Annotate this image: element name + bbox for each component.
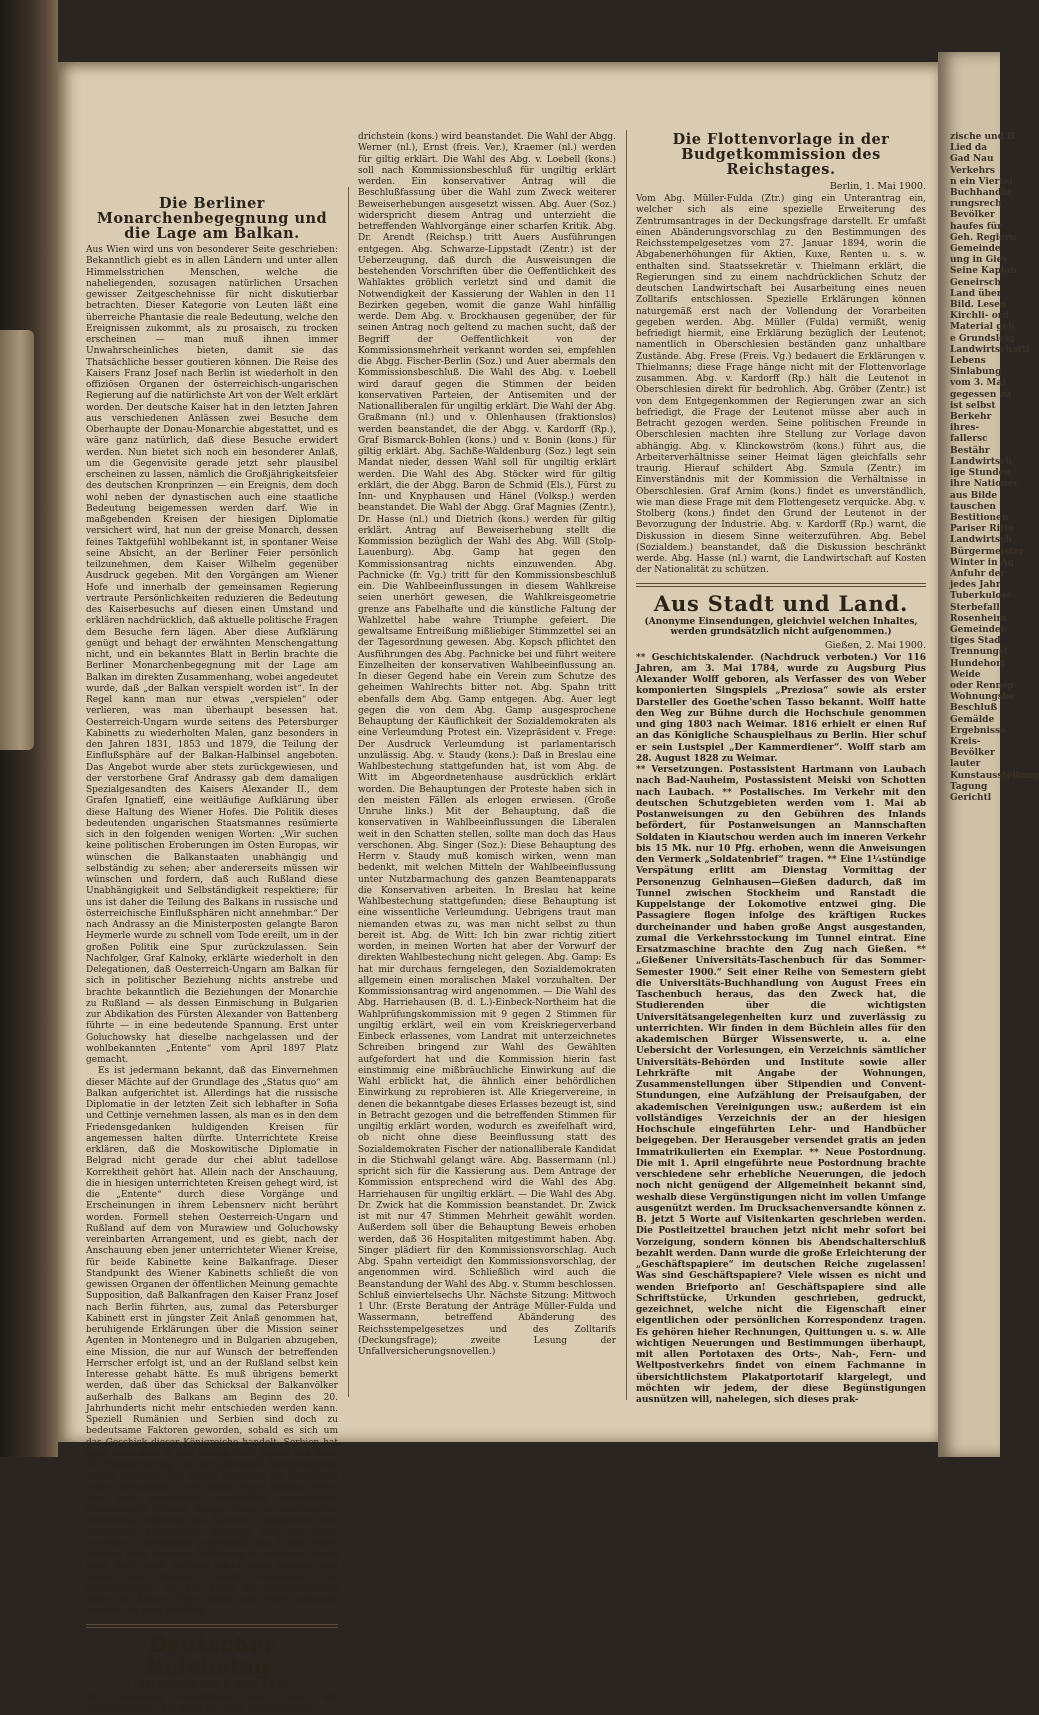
adjacent-page-line: ist selbst xyxy=(950,401,1010,412)
adjacent-page-line: ihre Nationer xyxy=(950,479,1010,490)
adjacent-page-line: Gerichtl xyxy=(950,793,1010,804)
adjacent-page-line: Rosenheim xyxy=(950,614,1010,625)
adjacent-page-line: vom 3. Mai xyxy=(950,378,1010,389)
newspaper-page xyxy=(58,62,938,1442)
column-1 xyxy=(86,190,338,1400)
reichstag-body-continued: drichstein (kons.) wird beanstandet. Die Wahl der Abgg. Werner (nl.), Ernst (freis. Ver.), Kraemer (nl.) werden für giltig erklärt. Die Wahl des Abg. v. Loebell (kons.) soll nach Kommissionsbeschluß für ungiltig erklärt werden. Ein konservativer Antrag will die Beschlußfassung über die Wahl zum Zweck weiterer Beweiserhebungen ausgesetzt wissen. Abg. Auer (Soz.) widerspricht diesem Antrag und unterzieht die betreffenden Wahlvorgänge einer scharfen Kritik. Abg. Dr. Arendt (Reichsp.) tritt Auers Ausführungen entgegen. Abg. Schwarze-Lippstadt (Zentr.) ist der Ueberzeugung, daß durch die Ausweisungen die bestehenden Vorschriften über die Oeffentlichkeit des Wahlaktes gröblich verletzt sind und damit die Notwendigkeit der Kassierung der Wahlen in den 11 Bezirken gegeben, womit die ganze Wahl hinfällig werde. Dem Abg. v. Brockhausen gegenüber, der für seinen Antrag noch geltend zu machen sucht, daß der Begriff der Oeffentlichkeit von der Kommissionsmehrheit verkannt worden sei, empfehlen die Abgg. Fischer-Berlin (Soz.) und Auer abermals den Kommissionsbeschluß. Die Wahl des Abg. v. Loebell wird darauf gegen die Stimmen der beiden konservativen Parteien, der Antisemiten und der Nationalliberalen für ungiltig erklärt. Die Wahl der Abg. Graßmann (nl.) und v. Ohlenhausen (fraktionslos) werden beanstandet, die der Abgg. v. Kardorff (Rp.), Graf Bismarck-Bohlen (kons.) und v. Bonin (kons.) für giltig erklärt. Abg. Sachße-Waldenburg (Soz.) legt sein Mandat nieder, dessen Wahl soll für ungiltig erklärt werden. Die Wahl des Abg. Stöcker wird für giltig erklärt, die der Abgg. Baron de Schmid (Els.), Fürst zu Inn- und Knyphausen und Hänel (Volksp.) werden beanstandet. Die Wahl der Abgg. Graf Magnies (Zentr.), Dr. Hasse (nl.) und Dietrich (kons.) werden für giltig erklärt. Antrag auf Beweiserhebung stellt die Kommission bezüglich der Wahl des Abg. Will (Stolp-Lauenburg). Abg. Gamp hat gegen den Kommissionsantrag nichts einzuwenden. Abg. Pachnicke (fr. Vg.) tritt für den Kommissionsbeschluß ein. Die Wahlbeeinflussungen in diesem Wahlkreise seien unerhört gewesen, die Wahlkreisgeometrie grenze ans Fabelhafte und die künstliche Faltung der Wahlzettel habe wahre Triumphe gefeiert. Die gewaltsame Entreißung mißliebiger Stimmzettel sei an der Tagesordnung gewesen. Abg. Kopsch pflichtet den Ausführungen des Abg. Pachnicke bei und führt weitere Einzelheiten der konservativen Wahlbeeinflussung an. In dieser Gegend habe ein Verein zum Schutze des geheimen Wahlrechts bitter not. Abg. Spahn tritt ebenfalls dem Abg. Gamp entgegen. Abg. Auer legt gegen die von dem Abg. Gamp ausgesprochene Behauptung der Käuflichkeit der Sozialdemokraten als eine Verleumdung Protest ein. Vizepräsident v. Frege: Der Ausdruck Verleumdung ist parlamentarisch unzulässig. Abg. v. Staudy (kons.): Daß in Breslau eine Wahlbestechung stattgefunden hat, ist vom Abg. de Witt im Abgeordnetenhause ausdrücklich erklärt worden. Die Behauptungen der Proteste haben sich in den meisten Fällen als erlogen erwiesen. (Große Unruhe links.) Mit der Behauptung, daß die konservativen in Wahlbeeinflussungen die Liberalen weit in den Schatten stellen, sollte man doch das Haus verschonen. Abg. Singer (Soz.): Diese Behauptung des Herrn v. Staudy muß komisch wirken, wenn man bedenkt, mit welchen Mitteln der Wahlbeeinflussung unter Nutzbarmachung des ganzen Beamtenapparats die Konservativen arbeiten. In Breslau hat keine Wahlbestechung stattgefunden; diese Behauptung ist eine wissentliche Verleumdung. Uebrigens traut man niemanden etwas zu, was man nicht selbst zu thun bereit ist. Abg. de Witt: Ich bin zwar richtig zitiert worden, in meinen Worten hat aber der Vorwurf der direkten Wahlbestechung nicht gelegen. Abg. Gamp: Es hat mir durchaus ferngelegen, den Sozialdemokraten allgemein einen moralischen Makel vorzuhalten. Der Kommissionsantrag wird angenommen. — Die Wahl des Abg. Harriehausen (B. d. L.)-Einbeck-Northeim hat die Wahlprüfungskommission mit 9 gegen 2 Stimmen für ungiltig erklärt, weil ein vom Kreiskriegerverband Einbeck erlassenes, vom Landrat mit unterzeichnetes Schreiben bringend zur Wahl des Gewählten aufgefordert hat und die Kommission hierin fast einstimmig eine mißbräuchliche Einwirkung auf die Wahl erblickt hat, die ähnlich einer behördlichen Einwirkung zu reprobieren ist. Alle Kriegervereine, in denen die bekanntgabe dieses Erlasses bezeugt ist, sind in Betracht gezogen und die betreffenden Stimmen für ungiltig erklärt worden, wodurch es zweifelhaft wird, ob nicht ohne diese Beeinflussung statt des Sozialdemokraten Fischer der nationalliberale Kandidat in die Stichwahl gelangt wäre. Abg. Bassermann (nl.) spricht sich für die Kassierung aus. Dem Antrage der Kommission entsprechend wird die Wahl des Abg. Harriehausen für ungiltig erklärt. — Die Wahl des Abg. Dr. Zwick hat die Kommission beanstandet. Dr. Zwick ist mit nur 47 Stimmen Mehrheit gewählt worden. Außerdem soll über die Behauptung Beweis erhoben werden, daß 36 Hospitaliten mitgestimmt haben. Abg. Singer plädiert für den Kommissionsvorschlag. Auch Abg. Spahn verteidigt den Kommissionsvorschlag, der angenommen wird. Schließlich wird auch die Beanstandung der Wahl des Abg. v. Stumm beschlossen. Schluß einviertelsechs Uhr. Nächste Sitzung: Mittwoch 1 Uhr. (Erste Beratung der Anträge Müller-Fulda und Wassermann, betreffend Abänderung des Reichsstempelgesetzes und des Zolltarifs (Deckungsfrage); zweite Lesung der Unfallversicherungsnovellen.) xyxy=(358,132,616,1358)
article-monarchenbegegnung-part1: Aus Wien wird uns von besonderer Seite geschrieben: Bekanntlich giebt es in allen Ländern und unter allen Himmelsstrichen Menschen, welche die naheliegenden, sozusagen natürlichen Ursachen gewisser Zeitgeschehnisse für nicht diskutierbar betrachten. Dieser Kategorie von Leuten läßt eine überreiche Phantasie die reale Bedeutung, welche den Ereignissen zukommt, als zu prosaisch, zu trocken erscheinen — man muß ihnen immer Unwahrscheinliches bieten, damit sie das Thatsächliche besser goutieren können. Die Reise des Kaisers Franz Josef nach Berlin ist wiederholt in den offiziösen Organen der österreichisch-ungarischen Regierung auf die natürlichste Art von der Welt erklärt worden. Der deutsche Kaiser hat in den letzten Jahren aus verschiedenen Anlässen zwei Besuche dem Oberhaupte der Donau-Monarchie abgestattet, und es wäre ganz natürlich, daß diese Besuche erwidert werden. Nun bietet sich noch ein besonderer Anlaß, um die Gegenvisite gerade jetzt sehr plausibel erscheinen zu lassen, nämlich die Großjährigkeitsfeier des deutschen Kronprinzen — ein Ereignis, dem doch wohl neben der dynastischen auch eine staatliche Bedeutung beigemessen werden darf. Wie in maßgebenden Kreisen der hiesigen Diplomatie versichert wird, hat nun der greise Monarch, dessen feines Taktgefühl wohlbekannt ist, in spontaner Weise seine Absicht, an der Berliner Feier persönlich teilzunehmen, dem Kaiser Wilhelm gegenüber Ausdruck gegeben. Mit den Vorgängen am Wiener Hofe und innerhalb der gemeinsamen Regierung vertraute Persönlichkeiten reduzieren die Bedeutung des Kaiserbesuchs auf diesen einen Umstand und erklären nachdrücklich, daß aktuelle politische Fragen dem Besuche fern lägen. Aber diese Aufklärung genügt und behagt der erwähnten Menschengattung nicht, und ein bekanntes Blatt in Berlin brachte die Berliner Monarchenbegegnung mit der Lage am Balkan im direkten Zusammenhang, wobei angedeutet wurde, daß „der Balkan verspielt worden ist“. In der Regel kann man nur etwas „verspielen“ oder verlieren, was man überhaupt besessen hat. Oesterreich-Ungarn wurde seitens des Petersburger Kabinetts zu wiederholten Malen, ganz besonders in den Jahren 1831, 1853 und 1879, die Teilung der Einflußsphäre auf der Balkan-Halbinsel angeboten. Das Angebot wurde aber stets zurückgewiesen, und der verstorbene Graf Andrassy gab dem damaligen Spezialgesandten des Kaisers Alexander II., dem Grafen Ignatieff, eine weitläufige Aufklärung über diese Haltung des Wiener Hofes. Die Politik dieses bedeutenden ungarischen Staatsmannes resümierte sich in den folgenden wenigen Worten: „Wir suchen keine politischen Eroberungen im Osten Europas, wir wünschen die Balkanstaaten unabhängig und selbständig zu sehen; aber andererseits müssen wir wünschen und fordern, daß auch Rußland diese Unabhängigkeit und Selbständigkeit respektiere; für uns ist daher die Teilung des Balkans in russische und österreichische Einflußsphären nicht annehmbar.“ Der nach Andrassy an die Ministerposten gelangte Baron Heymerle wurde zu schnell vom Tode ereilt, um in der großen Politik eine Spur zurückzulassen. Sein Nachfolger, Graf Kalnoky, erklärte wiederholt in den Delegationen, daß Oesterreich-Ungarn am Balkan für sich in politischer Beziehung nichts anstrebe und brachte bekanntlich die Beziehungen der Monarchie zu Rußland — als dessen Einmischung in Bulgarien zur Abdikation des Fürsten Alexander von Battenberg führte — in eine bedeutende Spannung. Erst unter Goluchowsky hat dieselbe nachgelassen und der wohlbekannten „Entente“ vom April 1897 Platz gemacht. xyxy=(86,245,338,1066)
adjacent-page-line: Kreis- xyxy=(950,737,1010,748)
adjacent-page-line: Land über xyxy=(950,289,1010,300)
adjacent-page-line: lauter xyxy=(950,759,1010,770)
adjacent-page-line: Verkehrs xyxy=(950,166,1010,177)
adjacent-page-line: Sterbefall xyxy=(950,603,1010,614)
adjacent-page-line: Berkehr xyxy=(950,412,1010,423)
adjacent-page-line: Bild. Lesen xyxy=(950,300,1010,311)
adjacent-page-line: Lebens xyxy=(950,356,1010,367)
adjacent-page-line: Seine Kaplan xyxy=(950,266,1010,277)
column-3 xyxy=(636,126,926,1400)
adjacent-page-line: Beschluß xyxy=(950,703,1010,714)
reichstag-body-start: Der Reichstag beschäftigte sich heute mit Wahlprüfungen. Die Wahl des Abg. Doenhoff-Frie- xyxy=(86,1693,338,1715)
adjacent-page-line: Material geh xyxy=(950,322,1010,333)
column-rule-2 xyxy=(626,130,627,1400)
adjacent-page-line: Geh. Regieru xyxy=(950,233,1010,244)
adjacent-page-line: ihres- xyxy=(950,423,1010,434)
adjacent-page-line: tauschen xyxy=(950,502,1010,513)
adjacent-page-line: oder Rennsp xyxy=(950,681,1010,692)
adjacent-page-line: aus Bilde xyxy=(950,491,1010,502)
adjacent-page-line: Tuberkulose xyxy=(950,591,1010,602)
adjacent-page-line: Buchhandlu xyxy=(950,188,1010,199)
geschichtskalender: ** Geschichtskalender. (Nachdruck verboten.) Vor 116 Jahren, am 3. Mai 1784, wurde zu Augsburg Pius Alexander Wolff geboren, als Verfasser des von Weber komponierten Singspiels „Preziosa“ sowie als erster Darsteller des Goethe'schen Tasso bekannt. Wolff hatte den Weg zur Bühne durch die Hochschule genommen und ging 1803 nach Weimar. 1816 erhielt er einen Ruf an das Königliche Schauspielhaus zu Berlin. Hier schuf er sein Lustspiel „Der Kammerdiener“. Wolff starb am 28. August 1828 zu Weimar. xyxy=(636,653,926,766)
binding-strip xyxy=(0,330,34,750)
adjacent-page-line: Gad Nau xyxy=(950,154,1010,165)
adjacent-page-line: tiges Stad xyxy=(950,636,1010,647)
column-2 xyxy=(358,132,616,1400)
adjacent-page-line: Gemälde xyxy=(950,715,1010,726)
adjacent-page-line: Trennungsl xyxy=(950,647,1010,658)
adjacent-page-line: Kunstausstellung xyxy=(950,771,1010,782)
adjacent-page-line: Bürgermeister xyxy=(950,547,1010,558)
adjacent-page-line: Ergebnisse xyxy=(950,726,1010,737)
headline-monarchenbegegnung: Die Berliner Monarchenbegegnung und die Lage am Balkan. xyxy=(86,196,338,241)
adjacent-page-line: Lied da xyxy=(950,143,1010,154)
adjacent-page-line: rungsrech xyxy=(950,199,1010,210)
article-monarchenbegegnung-part2: Es ist jedermann bekannt, daß das Einvernehmen dieser Mächte auf der Grundlage des „Status quo“ am Balkan aufgerichtet ist. Allerdings hat die russische Diplomatie in der letzten Zeit sich lebhafter in Sofia und Cettinje vernehmen lassen, als man es in den dem Friedensgedanken huldigenden Kreisen für angemessen halten dürfte. Unterrichtete Kreise erklären, daß die Moskowitische Diplomatie in Belgrad nicht gerade dur chei ablut tadellose Korrektheit gehört hat. Allein nach der Anschauung, die in hiesigen unterrichteten Kreisen gehegt wird, ist die „Entente“ durch diese Vorgänge und Erscheinungen in ihrem Lebensnerv nicht berührt worden. Formell stehen Oesterreich-Ungarn und Rußland auf dem von Murawiew und Goluchowsky vereinbarten Arrangement, und es giebt, nach der Anschauung eben jener unterrichteter Wiener Kreise, für beide Kabinette keine Balkanfrage. Dieser Standpunkt des Wiener Kabinetts schließt die von gewissen Organen der öffentlichen Meinung gemachte Supposition, daß Balkanfragen den Kaiser Franz Josef nach Berlin führten, aus, zumal das Petersburger Kabinett erst in jüngster Zeit Anlaß genommen hat, beruhigende Erklärungen über die Mission seiner Agenten in Montenegro und in Bulgarien abzugeben, eine Mission, die nur auf Wunsch der betreffenden Herrscher erfolgt ist, und an der Rußland selbst kein Interesse gehabt hätte. Es muß übrigens bemerkt werden, daß über das Schicksal der Balkanvölker außerhalb des Balkans am Beginn des 20. Jahrhunderts nicht mehr entschieden werden kann. Speziell Rumänien und Serbien sind doch zu bedeutsame Faktoren geworden, sobald es sich um das Geschick dieser Königreiche handelt. Serbien hat ganz besonders in den letzten zwei Jahren das Werk der Regenerierung und der allseitigen Konsolidierung soweit gebracht, daß es mit Vertrauen die Gestaltung seines Schicksals in die eigene Hand nehmen kann. Eine sehr respektable, vortrefflich ausgerüstete Heeresmacht schützt dieses Staat in militärischer Beziehung, während das Kabinett Gjorgjevitch den staatlichen Organismus gefestigt und mit einer intensiven Lebenskraft ausgestattet hat. Ueber dieses Serbien nach eigenem Gutdünken zu verfügen, daran kann wohl auch Rußland nicht mehr denken, und schon aus diesem Grunde erscheinen die Kombinationen, die aus Anlaß der bevorstehenden Reise des Kaisers Franz Josef nach Berlin gemacht werden, als ganz hinfällig. xyxy=(86,1066,338,1617)
adjacent-page-line: gegessen zu xyxy=(950,390,1010,401)
adjacent-page-line: Bevölker xyxy=(950,210,1010,221)
adjacent-page-line: haufes für xyxy=(950,222,1010,233)
adjacent-page-fragments xyxy=(950,132,1010,804)
adjacent-page-line: fallersc xyxy=(950,434,1010,445)
adjacent-page-line: ung in Gies xyxy=(950,255,1010,266)
adjacent-page-line: Hundehort xyxy=(950,659,1010,670)
adjacent-page-line: jedes Jahr xyxy=(950,580,1010,591)
article-flottenvorlage: Vom Abg. Müller-Fulda (Ztr.) ging ein Unterantrag ein, welcher sich als eine spezielle Erweiterung des Zentrumsantrages in der Deckungsfrage darstellt. Er umfaßt einen Abänderungsvorschlag zu den Bestimmungen des Reichsstempelgesetzes vom 27. Januar 1894, worin die Abgabenerhöhungen für Aktien, Kuxe, Renten u. s. w. enthalten sind. Staatssekretär v. Thielmann erklärt, die Regierungen sind zu einem nachdrücklichen Schutz der deutschen Landwirtschaft bei Ausarbeitung eines neuen Zolltarifs entschlossen. Spezielle Erklärungen können naturgemäß erst nach der Vollendung der Vorarbeiten gegeben werden. Abg. Müller (Fulda) vermißt, wenig befriedigt hiermit, eine Erklärung bezüglich der Leutenot; namentlich in Oberschlesien beständen ganz unhaltbare Zustände. Abg. Frese (Freis. Vg.) bedauert die Erklärungen v. Thielmanns; diese Frage hänge nicht mit der Flottenvorlage zusammen. Abg. v. Kardorff (Rp.) hält die Leutenot in Oberschlesien direkt für bedrohlich. Abg. Gröber (Zentr.) ist von dem Entgegenkommen der Regierungen zwar an sich befriedigt, die Frage der Leutenot müsse aber auch in Betracht gezogen werden. Seine politischen Freunde in Oberschlesien machten ihre Stellung zur Vorlage davon abhängig. Abg. v. Klinckowström (kons.) führt aus, die Arbeiterverhältnisse seiner Heimat lägen gleichfalls sehr traurig. Hierauf schildert Abg. Szmula (Zentr.) im Einverständnis mit der Kommission die Verhältnisse in Oberschlesien. Graf Arnim (kons.) findet es unverständlich, wie man diese Frage mit dem Flottengesetz verquicke. Abg. v. Stolberg (kons.) findet den Grund der Leutenot in der Bevorzugung der Industrie. Abg. v. Kardorff (Rp.) warnt, die Diskussion in diesem Sinne weiterzuführen. Abg. Bebel (Sozialdem.) beanstandet, daß die Diskussion beschränkt werde. Abg. Hasse (nl.) warnt, die Landwirtschaft auf Kosten der Nationalität zu schützen. xyxy=(636,194,926,577)
adjacent-page-line: Geneirsch xyxy=(950,278,1010,289)
adjacent-page-line: zische und B xyxy=(950,132,1010,143)
stadt-und-land-dateline: Gießen, 2. Mai 1900. xyxy=(636,640,926,651)
section-divider-2 xyxy=(636,583,926,587)
headline-flottenvorlage: Die Flottenvorlage in der Budgetkommission des Reichstages. xyxy=(636,132,926,177)
adjacent-page-line: ige Stunden xyxy=(950,468,1010,479)
adjacent-page-line: Weide xyxy=(950,670,1010,681)
adjacent-page-line: n ein Viertel xyxy=(950,177,1010,188)
adjacent-page-line: Bevölker xyxy=(950,748,1010,759)
headline-reichstag: Deutscher Reichstag. xyxy=(86,1634,338,1678)
adjacent-page-line: Pariser Ritte xyxy=(950,524,1010,535)
adjacent-page-line: Winter in Ag xyxy=(950,558,1010,569)
adjacent-page-line: Bestitionen xyxy=(950,513,1010,524)
adjacent-page-line: Bestähr xyxy=(950,446,1010,457)
section-divider xyxy=(86,1624,338,1628)
adjacent-page-line: Gemeindeb xyxy=(950,625,1010,636)
adjacent-page-line: e Grundsleig xyxy=(950,334,1010,345)
reichstag-session: 183. Sitzung vom 1. Mai. 1 Uhr. xyxy=(86,1680,338,1690)
stadt-und-land-notice: (Anonyme Einsendungen, gleichviel welchen Inhaltes, werden grundsätzlich nicht aufgenommen.) xyxy=(636,617,926,637)
adjacent-page-edge xyxy=(938,52,1000,1457)
column-rule-1 xyxy=(348,187,349,1397)
headline-stadt-und-land: Aus Stadt und Land. xyxy=(636,593,926,615)
adjacent-page-line: Kirchli- ord xyxy=(950,311,1010,322)
adjacent-page-line: Landwirtschaftl xyxy=(950,345,1010,356)
adjacent-page-line: Landwirtsch xyxy=(950,535,1010,546)
adjacent-page-line: Wohnungsbe xyxy=(950,692,1010,703)
stadt-und-land-items: ** Versetzungen. Postassistent Hartmann von Laubach nach Bad-Nauheim, Postassistent Meiski von Schotten nach Laubach. ** Postalisches. Im Verkehr mit den deutschen Schutzgebieten werden vom 1. Mai ab Postanweisungen zu den Gebühren des Inlands befördert, für Postanweisungen an Mannschaften Soldaten in Kiautschou werden auch im inneren Verkehr bis 15 Mk. nur 10 Pfg. erhoben, wenn die Anweisungen den Vermerk „Soldatenbrief“ tragen. ** Eine 1¼stündige Verspätung erlitt am Dienstag Vormittag der Personenzug Gelnhausen—Gießen dadurch, daß im Tunnel zwischen Stockheim und Ranstadt die Kuppelstange der Lokomotive entzwei ging. Die Passagiere flogen infolge des kräftigen Ruckes durcheinander und haben große Angst ausgestanden, zumal die Verkehrsstockung im Tunnel eintrat. Eine Ersatzmaschine brachte den Zug nach Gießen. ** „Gießener Universitäts-Taschenbuch für das Sommer-Semester 1900.“ Seit einer Reihe von Semestern giebt die Universitäts-Buchhandlung von August Frees ein Taschenbuch heraus, das den Zweck hat, die Studierenden über die wichtigsten Universitätsangelegenheiten kurz und zuverlässig zu unterrichten. Wir finden in dem Büchlein alles für den akademischen Bürger Wissenswerte, u. a. eine Uebersicht der Vorlesungen, ein Verzeichnis sämtlicher Universitäts-Behörden und Institute sowie aller Lehrkräfte mit Angabe der Wohnungen, Zusammenstellungen über Stipendien und Convent-Stundungen, eine Aufzählung der Preisaufgaben, der akademischen Vereinigungen usw.; außerdem ist ein vollständiges Verzeichnis der an der hiesigen Hochschule eingeführten Lehr- und Handbücher beigegeben. Der Herausgeber versendet gratis an jeden Immatrikulierten ein Exemplar. ** Neue Postordnung. Die mit 1. April eingeführte neue Postordnung brachte verschiedene sehr erhebliche Neuerungen, die jedoch noch nicht genügend der Allgemeinheit bekannt sind, weshalb diese Vergünstigungen nicht im vollen Umfange ausgenützt werden. Im Drucksachenversandte können z. B. jetzt 5 Worte auf Visitenkarten geschrieben werden. Die Postleitzettel brauchen jetzt nicht mehr sofort bei Vorzeigung, sondern können bis Abendschalterschluß bezahlt werden. Dann wurde die große Erleichterung der „Geschäftspapiere“ im deutschen Reiche zugelassen! Was sind Geschäftspapiere? Viele wissen es nicht und wenden Briefporto an! Geschäftspapiere sind alle Schriftstücke, Urkunden geschrieben, gedruckt, gezeichnet, welche nicht die Eigenschaft einer eigentlichen oder persönlichen Korrespondenz tragen. Es gehören hieher Rechnungen, Quittungen u. s. w. Alle wichtigen Neuerungen und Bestimmungen überhaupt, mit allen Portotaxen des Orts-, Nah-, Fern- und Weltpostverkehrs findet von einem Fachmanne in übersichtlichstem Plakatportotarif klargelegt, und möchten wir jedem, der diese Begünstigungen ausnützen will, nahelegen, sich dieses prak- xyxy=(636,765,926,1406)
adjacent-page-line: Tagung xyxy=(950,782,1010,793)
adjacent-page-line: Gemeinde xyxy=(950,244,1010,255)
adjacent-page-line: Sinlabung xyxy=(950,367,1010,378)
adjacent-page-line: Anfuhr der xyxy=(950,569,1010,580)
flottenvorlage-dateline: Berlin, 1. Mai 1900. xyxy=(636,181,926,192)
adjacent-page-line: Landwirtsch xyxy=(950,457,1010,468)
